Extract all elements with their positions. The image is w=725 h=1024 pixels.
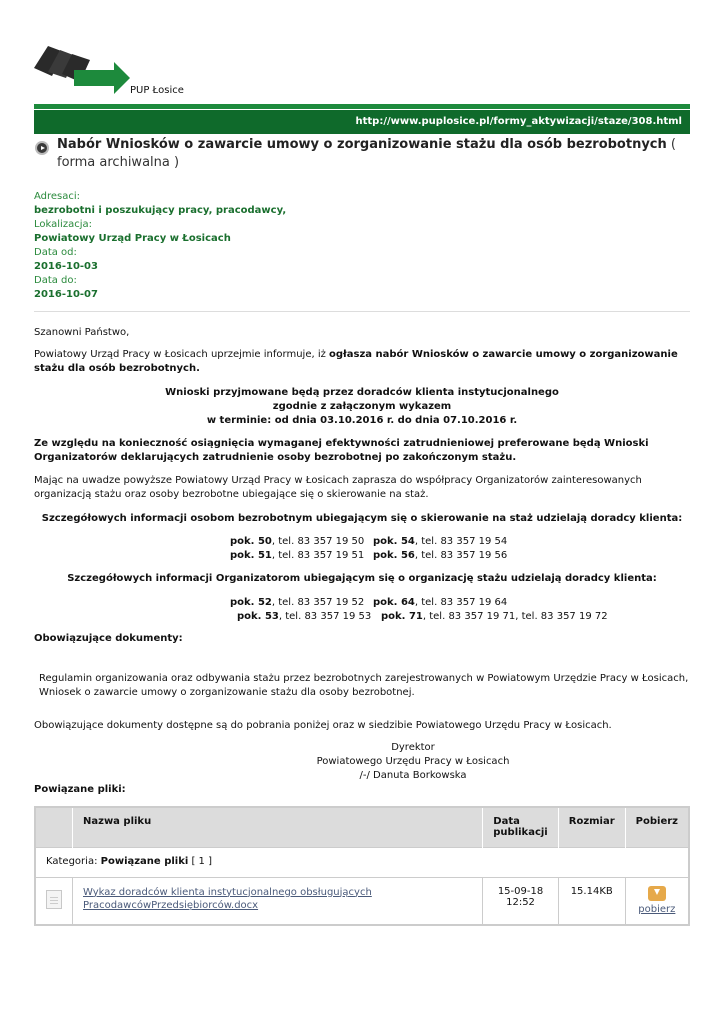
- download-icon[interactable]: [648, 886, 666, 901]
- meta-info: [34, 190, 434, 302]
- signature: [230, 741, 596, 783]
- adresaci-label: Adresaci:: [34, 191, 81, 202]
- info-organizers-heading: Szczegółowych informacji Organizatorom ubiegającym się o organizację stażu udzielają doradcy klienta:: [67, 573, 657, 584]
- adresaci-value: bezrobotni i poszukujący pracy, pracodawcy,: [34, 205, 287, 216]
- page-title-suffix: ( forma archiwalna ): [57, 137, 676, 170]
- page-title-block: [34, 136, 690, 172]
- page-title-main: Nabór Wniosków o zawarcie umowy o zorganizowanie stażu dla osób bezrobotnych: [57, 137, 667, 152]
- category-row: [35, 847, 689, 877]
- header-bar: [34, 110, 690, 134]
- file-download-cell[interactable]: [625, 877, 689, 925]
- contact-item: pok. 54, tel. 83 357 19 54: [373, 536, 508, 547]
- intro-paragraph: [34, 348, 690, 376]
- data-od-value: 2016-10-03: [34, 261, 98, 272]
- data-do-label: Data do:: [34, 275, 77, 286]
- doc-item-1: Regulamin organizowania oraz odbywania stażu przez bezrobotnych zarejestrowanych w Powiatowym Urzędzie Pracy w Łosicach,: [39, 673, 689, 684]
- related-files-heading: Powiązane pliki:: [34, 784, 126, 795]
- contact-item: pok. 52, tel. 83 357 19 52: [230, 597, 365, 608]
- files-table: [34, 806, 690, 926]
- file-name-cell[interactable]: [73, 877, 483, 925]
- centered-line-1: Wnioski przyjmowane będą przez doradców klienta instytucjonalnego: [165, 387, 559, 398]
- greeting: Szanowni Państwo,: [34, 327, 130, 338]
- col-icon-header: [35, 807, 73, 847]
- file-date-cell: 15-09-18 12:52: [483, 877, 558, 925]
- contact-item: pok. 56, tel. 83 357 19 56: [373, 550, 508, 561]
- lokalizacja-value: Powiatowy Urząd Pracy w Łosicach: [34, 233, 231, 244]
- docs-heading: Obowiązujące dokumenty:: [34, 633, 183, 644]
- col-name-header: Nazwa pliku: [73, 807, 483, 847]
- centered-notice: [34, 386, 690, 428]
- download-link[interactable]: pobierz: [638, 903, 676, 915]
- centered-line-2: zgodnie z załączonym wykazem: [272, 401, 452, 412]
- signature-name: /-/ Danuta Borkowska: [359, 770, 467, 781]
- data-od-label: Data od:: [34, 247, 77, 258]
- signature-office: Powiatowego Urzędu Pracy w Łosicach: [316, 756, 510, 767]
- intro-bold: ogłasza nabór Wniosków o zawarcie umowy o zorganizowanie stażu dla osób bezrobotnych.: [34, 349, 678, 374]
- table-header-row: [35, 807, 689, 847]
- page-url[interactable]: http://www.puplosice.pl/formy_aktywizacji/staze/308.html: [355, 116, 682, 127]
- contact-item: pok. 51, tel. 83 357 19 51: [230, 550, 365, 561]
- document-icon: [46, 890, 62, 909]
- category-cell: Kategoria: Powiązane pliki [ 1 ]: [35, 847, 689, 877]
- file-size-cell: 15.14KB: [558, 877, 625, 925]
- logo-name: PUP Łosice: [130, 85, 184, 96]
- contact-item: pok. 71, tel. 83 357 19 71, tel. 83 357 19 72: [381, 611, 608, 622]
- docs-available: Obowiązujące dokumenty dostępne są do pobrania poniżej oraz w siedzibie Powiatowego Urzędu Pracy w Łosicach.: [34, 720, 612, 731]
- page-title: [57, 136, 690, 172]
- preference-paragraph: Ze względu na konieczność osiągnięcia wymaganej efektywności zatrudnieniowej preferowane będą Wnioski Organizatorów deklarujących zatrudnienie osoby bezrobotnej po zakończonym stażu.: [34, 438, 649, 463]
- centered-line-3: w terminie: od dnia 03.10.2016 r. do dnia 07.10.2016 r.: [206, 415, 518, 426]
- divider: [34, 311, 690, 312]
- contact-item: pok. 53, tel. 83 357 19 53: [237, 611, 372, 622]
- contact-item: pok. 50, tel. 83 357 19 50: [230, 536, 365, 547]
- doc-item-2: Wniosek o zawarcie umowy o zorganizowanie stażu dla osoby bezrobotnej.: [39, 687, 415, 698]
- invitation-paragraph: Mając na uwadze powyższe Powiatowy Urząd Pracy w Łosicach zaprasza do współpracy Organizatorów zainteresowanych organizacją stażu oraz osoby bezrobotne ubiegające się o skierowanie na staż.: [34, 475, 642, 500]
- table-row: [35, 877, 689, 925]
- col-size-header: Rozmiar: [558, 807, 625, 847]
- file-link[interactable]: Wykaz doradców klienta instytucjonalnego obsługujących PracodawcówPrzedsiębiorców.docx: [83, 886, 372, 911]
- lokalizacja-label: Lokalizacja:: [34, 219, 92, 230]
- file-type-cell: [35, 877, 73, 925]
- pup-logo: [34, 42, 144, 98]
- signature-title: Dyrektor: [391, 742, 435, 753]
- col-download-header: Pobierz: [625, 807, 689, 847]
- col-date-header: Data publikacji: [483, 807, 558, 847]
- data-do-value: 2016-10-07: [34, 289, 98, 300]
- contact-item: pok. 64, tel. 83 357 19 64: [373, 597, 508, 608]
- info-unemployed-heading: Szczegółowych informacji osobom bezrobotnym ubiegającym się o skierowanie na staż udzielają doradcy klienta:: [41, 513, 683, 524]
- intro-normal: Powiatowy Urząd Pracy w Łosicach uprzejmie informuje, iż: [34, 349, 330, 360]
- arrow-circle-icon: [35, 141, 49, 155]
- header-accent-bar: [34, 104, 690, 109]
